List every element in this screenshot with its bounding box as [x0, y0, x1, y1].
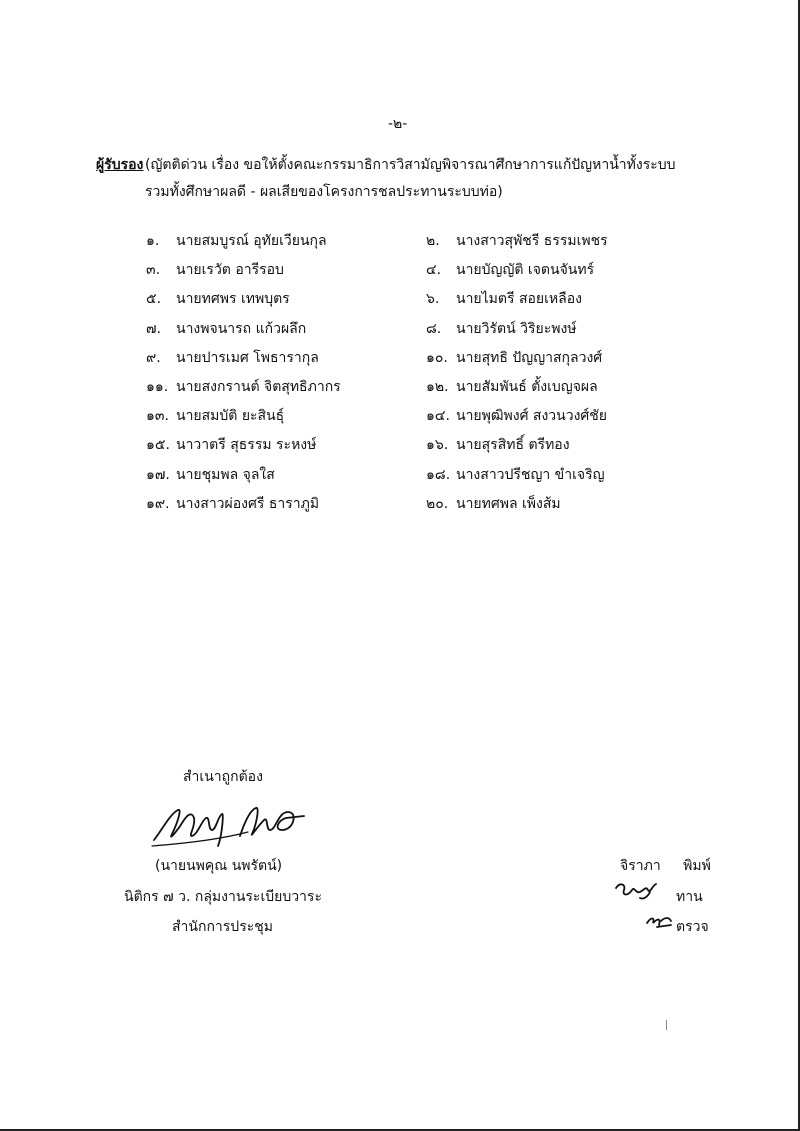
proofread-label: ทาน: [676, 889, 703, 905]
guarantor-name: นายเรวัต อารีรอบ: [176, 262, 284, 279]
guarantor-number: ๖.: [426, 291, 440, 308]
guarantor-number: ๙.: [146, 349, 161, 366]
guarantor-name: นายสมบูรณ์ อุทัยเวียนกุล: [176, 233, 327, 249]
proofreader-initials: [612, 880, 658, 902]
guarantor-entry: [146, 466, 341, 495]
guarantor-entry: [146, 436, 341, 465]
guarantor-entry: [146, 290, 341, 319]
guarantors-heading: ผู้รับรอง: [96, 157, 144, 173]
guarantor-name: นายสมบัติ ยะสินธุ์: [176, 408, 285, 425]
guarantor-name: นางพจนารถ แก้วผลึก: [176, 320, 307, 337]
guarantor-number: ๘.: [426, 320, 442, 337]
checked-label: ตรวจ: [676, 919, 709, 935]
guarantor-entry: [426, 290, 608, 319]
guarantor-entry: [426, 261, 608, 290]
guarantor-number: ๔.: [426, 262, 442, 279]
guarantor-number: ๑๘.: [426, 466, 451, 483]
typist-line: [620, 857, 711, 875]
guarantor-name: นายสงกรานต์ จิตสุทธิภากร: [176, 378, 341, 395]
guarantor-name: นายชุมพล จุลใส: [176, 466, 275, 483]
guarantor-number: ๑๕.: [146, 437, 170, 454]
guarantor-entry: [146, 232, 341, 261]
signer-position: นิติกร ๗ ว. กลุ่มงานระเบียบวาระ: [124, 889, 322, 905]
signer-office: สำนักการประชุม: [172, 919, 273, 935]
guarantor-number: ๒๐.: [426, 495, 449, 512]
handwritten-signature: [148, 800, 308, 852]
guarantor-number: ๑๗.: [146, 466, 170, 483]
guarantor-number: ๑๙.: [146, 495, 170, 512]
guarantor-entry: [426, 436, 608, 465]
guarantor-entry: [146, 261, 341, 290]
guarantor-entry: [146, 495, 341, 524]
guarantor-entry: [426, 378, 608, 407]
guarantor-entry: [146, 407, 341, 436]
guarantor-entry: [146, 349, 341, 378]
motion-title-line-1: (ญัตติด่วน เรื่อง ขอให้ตั้งคณะกรรมาธิการวิสามัญพิจารณาศึกษาการแก้ปัญหาน้ำทั้งระบบ: [145, 157, 676, 173]
guarantor-name: นายบัญญัติ เจตนจันทร์: [456, 262, 595, 279]
guarantor-number: ๑๖.: [426, 437, 449, 454]
typist-name: จิราภา: [620, 858, 661, 874]
guarantor-name: นายทศพร เทพบุตร: [176, 291, 290, 308]
guarantor-name: นายไมตรี สอยเหลือง: [456, 291, 582, 308]
guarantor-entry: [426, 495, 608, 524]
guarantor-number: ๑๓.: [146, 408, 169, 425]
guarantor-name: นางสาวสุพัชรี ธรรมเพชร: [456, 233, 608, 249]
guarantor-entry: [146, 378, 341, 407]
checker-initials: [645, 913, 673, 929]
guarantor-name: นายพุฒิพงศ์ สงวนวงศ์ชัย: [456, 408, 608, 425]
guarantor-name: นายทศพล เพ็งส้ม: [456, 495, 561, 512]
scan-mark: [666, 1020, 667, 1030]
guarantor-name: นายสุทธิ ปัญญาสกุลวงศ์: [456, 349, 603, 366]
guarantor-name: นายปารเมศ โพธารากุล: [176, 349, 319, 366]
page-number: -๒-: [388, 116, 408, 132]
guarantor-name: นางสาวปรีชญา ขำเจริญ: [456, 466, 605, 483]
guarantor-entry: [426, 407, 608, 436]
typist-role: พิมพ์: [683, 858, 711, 874]
motion-title-line-2: รวมทั้งศึกษาผลดี - ผลเสียของโครงการชลประทานระบบท่อ): [145, 184, 503, 200]
certified-copy-label: สำเนาถูกต้อง: [183, 769, 263, 785]
guarantor-name: นางสาวผ่องศรี ธาราภูมิ: [176, 495, 320, 512]
guarantor-entry: [426, 349, 608, 378]
guarantor-number: ๑๔.: [426, 408, 450, 425]
guarantor-entry: [426, 466, 608, 495]
guarantor-number: ๒.: [426, 233, 440, 249]
guarantor-entry: [146, 320, 341, 349]
guarantor-name: นายสัมพันธ์ ตั้งเบญจผล: [456, 378, 598, 395]
guarantor-number: ๕.: [146, 291, 162, 308]
guarantor-entry: [426, 320, 608, 349]
guarantor-number: ๗.: [146, 320, 161, 337]
guarantor-number: ๑๒.: [426, 378, 449, 395]
guarantor-name: นายสุรสิทธิ์ ตรีทอง: [456, 437, 570, 454]
guarantor-list-left: [146, 232, 341, 524]
guarantor-number: ๑.: [146, 233, 160, 249]
guarantor-entry: [426, 232, 608, 261]
guarantor-number: ๑๑.: [146, 378, 169, 395]
guarantor-number: ๓.: [146, 262, 161, 279]
guarantor-list-right: [426, 232, 608, 524]
guarantor-number: ๑๐.: [426, 349, 448, 366]
guarantor-name: นาวาตรี สุธรรม ระหงษ์: [176, 437, 317, 454]
signer-name: (นายนพคุณ นพรัตน์): [155, 858, 283, 874]
guarantor-name: นายวิรัตน์ วิริยะพงษ์: [456, 320, 577, 337]
